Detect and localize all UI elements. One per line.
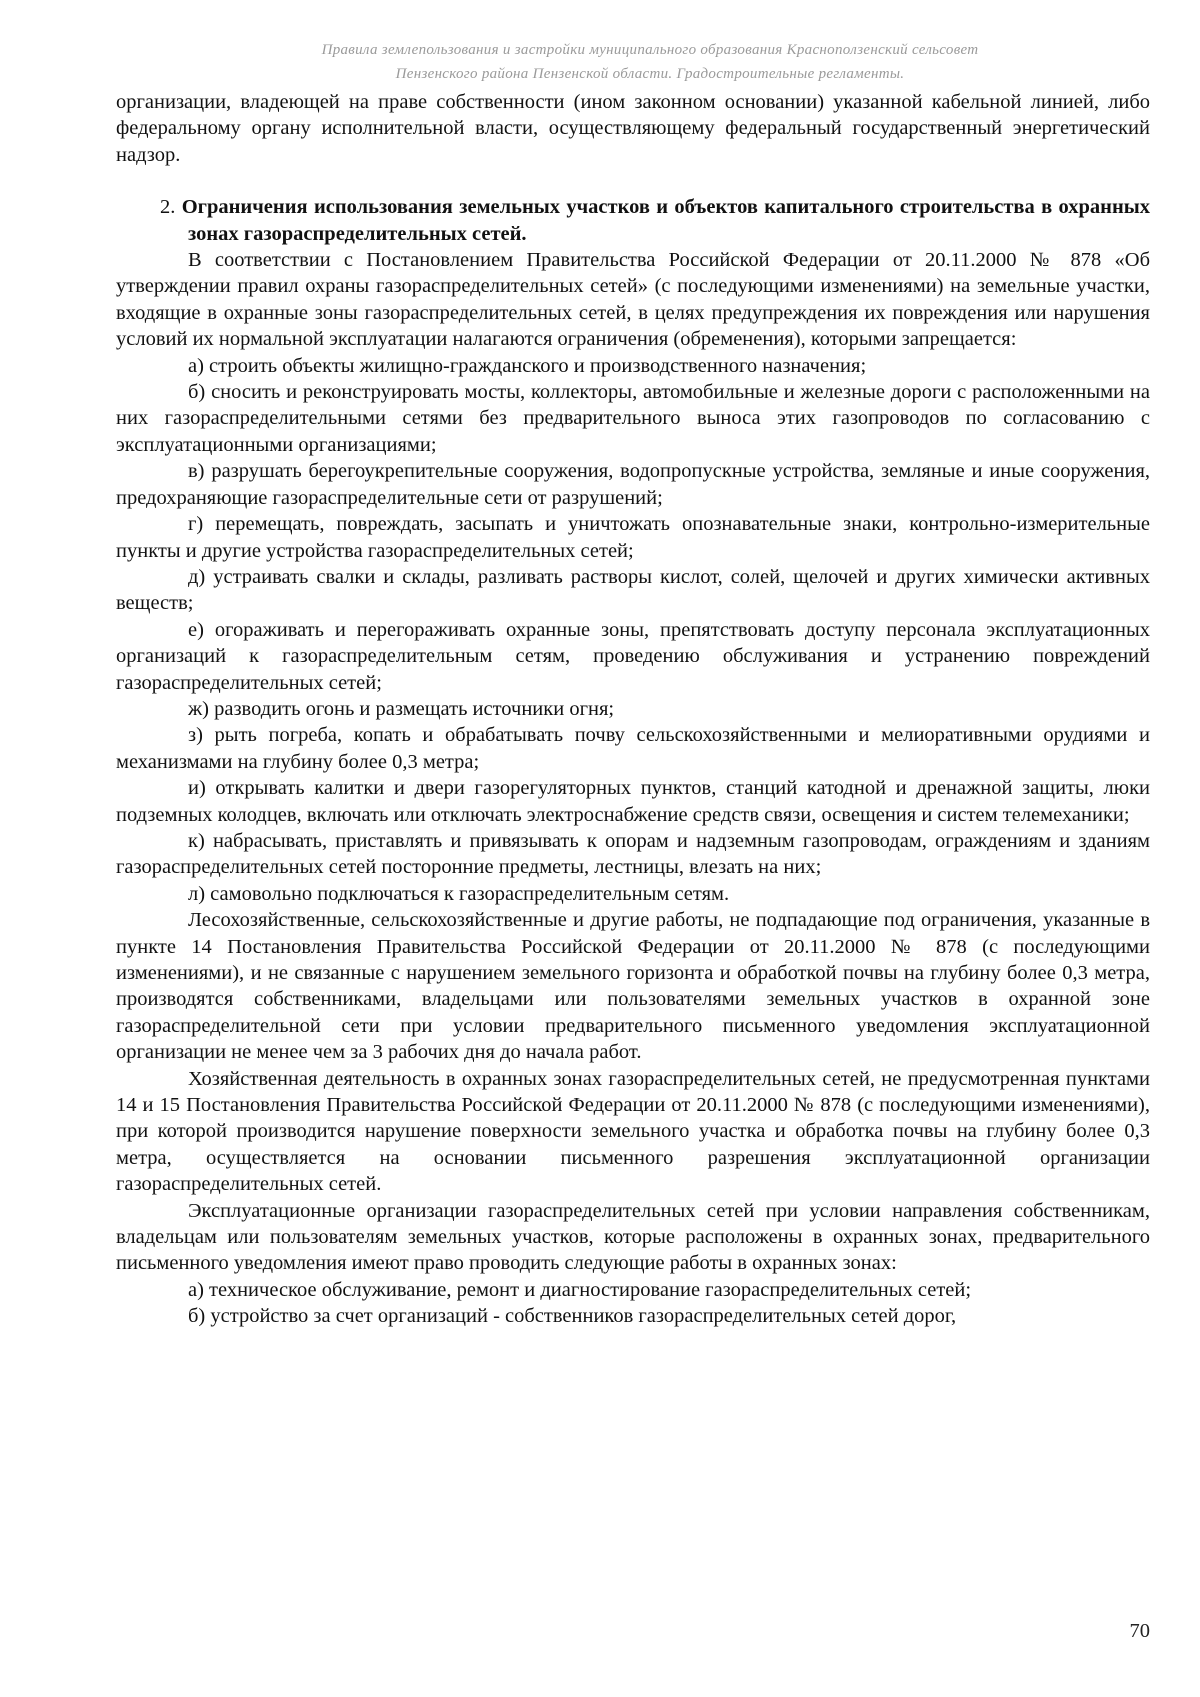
list-item-d: д) устраивать свалки и склады, разливать растворы кислот, солей, щелочей и других химически активных веществ; xyxy=(116,565,1150,615)
works-item-a: а) техническое обслуживание, ремонт и диагностирование газораспределительных сетей; xyxy=(188,1278,972,1301)
list-item-k: к) набрасывать, приставлять и привязывать к опорам и надземным газопроводам, ограждениям и зданиям газораспределительных сетей посторонние предметы, лестницы, влезать на них; xyxy=(116,829,1150,879)
list-item-v: в) разрушать берегоукрепительные сооружения, водопропускные устройства, земляные и иные сооружения, предохраняющие газораспределительные сети от разрушений; xyxy=(116,460,1150,509)
list-item-zh: ж) разводить огонь и размещать источники огня; xyxy=(188,697,615,720)
paragraph-forestry-works: Лесохозяйственные, сельскохозяйственные и другие работы, не подпадающие под ограничения, указанные в пункте 14 Постановления Правительства Российской Федерации от 20.11.2000 № 878 (с последующими изменениями), и не связанные с нарушением земельного горизонта и обработкой почвы на глубину более 0,3 метра, производятся собственниками, владельцами или пользователями земельных участков в охранной зоне газораспределительной сети при условии предварительного письменного уведомления эксплуатационной организации не менее чем за 3 рабочих дня до начала работ. xyxy=(116,909,1150,1064)
paragraph-regulation-intro: В соответствии с Постановлением Правительства Российской Федерации от 20.11.2000 № 878 «Об утверждении правил охраны газораспределительных сетей» (с последующими изменениями) на земельные участки, входящие в охранные зоны газораспределительных сетей, в целях предупреждения их повреждения или нарушения условий их нормальной эксплуатации налагаются ограничения (обременения), которыми запрещается: xyxy=(116,249,1150,351)
list-item-e: е) огораживать и перегораживать охранные зоны, препятствовать доступу персонала эксплуатационных организаций к газораспределительным сетям, проведению обслуживания и устранению повреждений газораспределительных сетей; xyxy=(116,618,1150,694)
paragraph-operating-organizations: Эксплуатационные организации газораспределительных сетей при условии направления собственникам, владельцам или пользователям земельных участков, которые расположены в охранных зонах, предварительного письменного уведомления имеют право проводить следующие работы в охранных зонах: xyxy=(116,1199,1150,1275)
running-header-line-1: Правила землепользования и застройки муниципального образования Красноползенский сельсовет xyxy=(321,42,979,58)
works-item-b: б) устройство за счет организаций - собственников газораспределительных сетей дорог, xyxy=(188,1305,957,1328)
list-item-z: з) рыть погреба, копать и обрабатывать почву сельскохозяйственными и мелиоративными орудиями и механизмами на глубину более 0,3 метра; xyxy=(116,724,1150,773)
paragraph-economic-activity: Хозяйственная деятельность в охранных зонах газораспределительных сетей, не предусмотренная пунктами 14 и 15 Постановления Правительства Российской Федерации от 20.11.2000 № 878 (с последующими изменениями), при которой производится нарушение поверхности земельного участка и обработка почвы на глубину более 0,3 метра, осуществляется на основании письменного разрешения эксплуатационной организации газораспределительных сетей. xyxy=(116,1067,1150,1196)
running-header xyxy=(150,38,1150,86)
intro-paragraph: организации, владеющей на праве собственности (ином законном основании) указанной кабельной линией, либо федеральному органу исполнительной власти, осуществляющему федеральный государственный энергетический надзор. xyxy=(116,91,1150,166)
section-number: 2. xyxy=(160,196,176,219)
document-body xyxy=(116,89,1150,1330)
running-header-line-2: Пензенского района Пензенской области. Градостроительные регламенты. xyxy=(395,66,905,82)
list-item-b: б) сносить и реконструировать мосты, коллекторы, автомобильные и железные дороги с расположенными на них газораспределительными сетями без предварительного выноса этих газопроводов по согласованию с эксплуатационными организациями; xyxy=(116,381,1150,456)
list-item-l: л) самовольно подключаться к газораспределительным сетям. xyxy=(188,882,730,905)
section-title: Ограничения использования земельных участков и объектов капитального строительства в охранных зонах газораспределительных сетей. xyxy=(181,196,1151,245)
list-item-i: и) открывать калитки и двери газорегуляторных пунктов, станций катодной и дренажной защиты, люки подземных колодцев, включать или отключать электроснабжение средств связи, освещения и систем телемеханики; xyxy=(116,777,1150,826)
list-item-g: г) перемещать, повреждать, засыпать и уничтожать опознавательные знаки, контрольно-измерительные пункты и другие устройства газораспределительных сетей; xyxy=(116,513,1150,562)
section-heading xyxy=(116,194,1150,247)
page-number: 70 xyxy=(1129,1620,1150,1642)
spacer xyxy=(116,168,1150,194)
list-item-a: а) строить объекты жилищно-гражданского и производственного назначения; xyxy=(188,354,867,377)
